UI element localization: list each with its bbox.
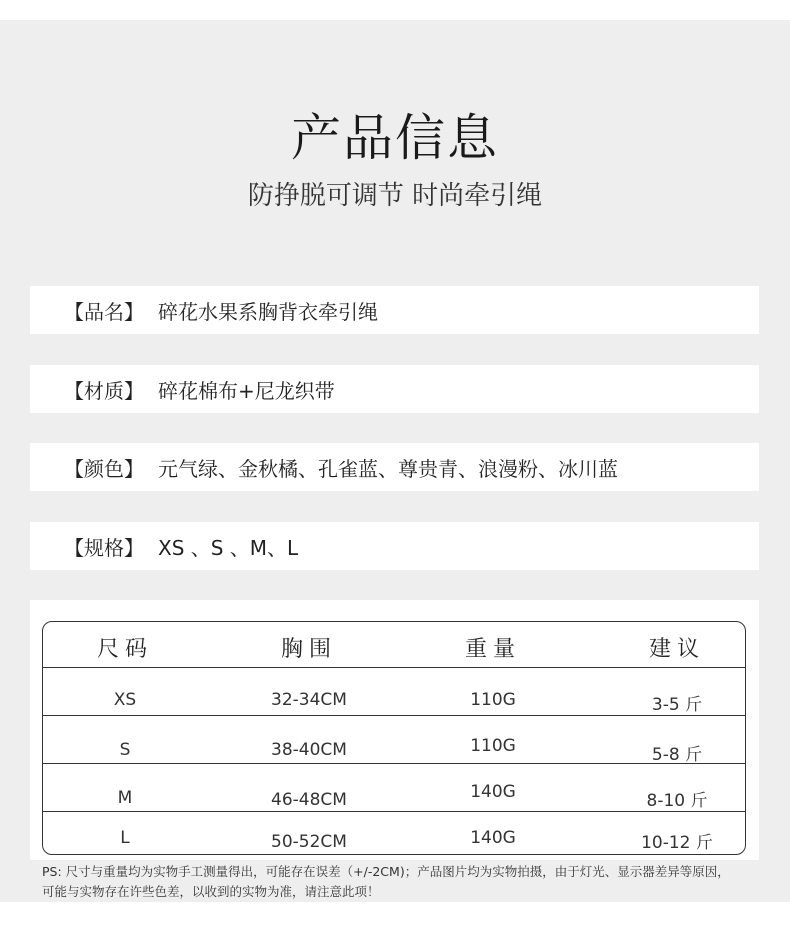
header-weight: 重量 (464, 637, 521, 662)
info-value: XS 、S 、M、L (158, 535, 299, 560)
info-value: 碎花水果系胸背衣牵引绳 (158, 299, 378, 324)
cell-weight: 110G (470, 690, 516, 710)
table-row (43, 716, 745, 764)
cell-size: M (117, 788, 133, 808)
cell-weight: 110G (470, 736, 516, 756)
cell-advice: 5-8 斤 (651, 745, 703, 765)
page-title: 产品信息 (291, 109, 499, 167)
cell-size: XS (113, 690, 137, 710)
info-row-color (30, 443, 759, 491)
cell-chest: 50-52CM (271, 832, 347, 852)
info-key: 【品名】 (64, 299, 144, 324)
info-key: 【规格】 (64, 535, 144, 560)
cell-chest: 38-40CM (271, 740, 347, 760)
info-key: 【颜色】 (64, 456, 144, 481)
footnote (42, 862, 772, 902)
page-subtitle: 防挣脱可调节 时尚牵引绳 (247, 181, 543, 211)
table-row (43, 764, 745, 812)
info-row-name (30, 286, 759, 334)
info-value: 碎花棉布+尼龙织带 (158, 378, 335, 403)
cell-weight: 140G (470, 782, 516, 802)
cell-size: S (119, 740, 131, 760)
footnote-line-2: 可能与实物存在许些色差，以收到的实物为准，请注意此项！ (42, 884, 380, 899)
header-size: 尺码 (96, 637, 153, 662)
footnote-line-1: PS: 尺寸与重量均为实物手工测量得出，可能存在误差（+/-2CM)；产品图片均为实物拍摄，由于灯光、显示器差异等原因， (42, 864, 730, 879)
cell-advice: 3-5 斤 (651, 695, 703, 715)
cell-chest: 46-48CM (271, 790, 347, 810)
header-advice: 建议 (648, 637, 705, 662)
cell-advice: 10-12 斤 (641, 833, 713, 853)
cell-weight: 140G (470, 828, 516, 848)
header-chest: 胸围 (280, 637, 337, 662)
cell-chest: 32-34CM (271, 690, 347, 710)
table-row (43, 812, 745, 854)
info-value: 元气绿、金秋橘、孔雀蓝、尊贵青、浪漫粉、冰川蓝 (158, 456, 618, 481)
info-key: 【材质】 (64, 378, 144, 403)
cell-size: L (120, 828, 130, 848)
table-header (43, 622, 745, 668)
table-row (43, 668, 745, 716)
size-table (42, 621, 746, 855)
cell-advice: 8-10 斤 (646, 791, 708, 811)
info-row-size (30, 522, 759, 570)
info-row-material (30, 365, 759, 413)
